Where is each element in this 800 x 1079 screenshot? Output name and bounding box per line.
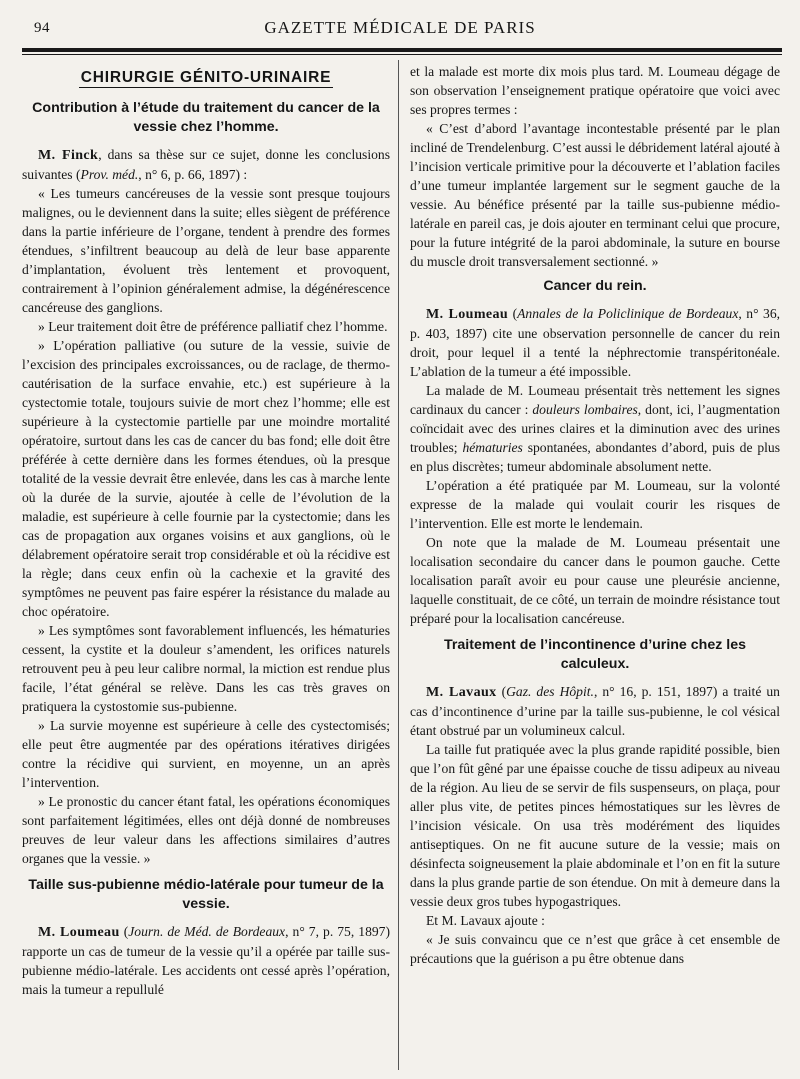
paragraph: La malade de M. Loumeau présentait très nettement les signes cardinaux du cancer : douleurs lombaires, dont, ici, l’augmentation coïncidait avec des urines claires et la diminution avec des urines troubles; hématuries spontanées, abondantes d’abord, puis de plus en plus discrètes; tumeur abdominale absolument nette. (410, 383, 780, 474)
article-title: Cancer du rein. (543, 278, 647, 294)
header-rule-thin (22, 54, 782, 55)
author-name: M. Lavaux (426, 685, 497, 700)
paragraph: et la malade est morte dix mois plus tard. M. Loumeau dégage de son observation l’enseignement pratique opératoire que voici avec ses propres termes : (410, 64, 780, 117)
journal-title: GAZETTE MÉDICALE DE PARIS (264, 18, 536, 37)
author-name: M. Loumeau (38, 925, 120, 940)
paragraph: » L’opération palliative (ou suture de la vessie, suivie de l’excision des principales excroissances, ou de raclage, de thermo-cautérisation de la surface envahie, etc.) est supérieure à la cystectomie totale, toujours suivie de mort chez l’homme; elle est supérieure à la cystectomie partielle par une moindre mortalité opératoire, surtout dans les cas de cancer du bas fond; elle doit être préférée à cette dernière dans les formes étendues, où la presque totalité de la vessie devrait être enlevée, dans les cas à marche lente où la durée de la survie, ajoutée à celle de l’évolution de la maladie, est supérieure à celle fournie par la cystectomie; dans les cas de propagation aux organes voisins et aux ganglions, où le délabrement opératoire serait trop considérable et où la récidive est la règle; dans ceux enfin où la cachexie et la gravité des symptômes ne peuvent pas faire espérer la résistance du malade au choc opératoire. (22, 338, 390, 619)
article-title: Contribution à l’étude du traitement du cancer de la vessie chez l’homme. (32, 100, 380, 135)
paragraph: » Leur traitement doit être de préférence palliatif chez l’homme. (38, 319, 388, 334)
author-name: M. Loumeau (426, 307, 509, 322)
citation-source: Prov. méd. (80, 167, 139, 182)
paragraph: L’opération a été pratiquée par M. Loumeau, sur la volonté expresse de la malade qui voulait courir les risques de l’intervention. Elle est morte le lendemain. (410, 478, 780, 531)
citation-source: Journ. de Méd. de Bordeaux (128, 924, 286, 939)
paragraph: M. Lavaux (Gaz. des Hôpit., n° 16, p. 151, 1897) a traité un cas d’incontinence d’urine par la taille sus-pubienne, le col vésical étant obstrué par un volumineux calcul. (410, 684, 780, 738)
quote-paragraph: « C’est d’abord l’avantage incontestable présenté par le plan incliné de Trendelenburg. C’est aussi le débridement latéral ajouté à l’incision verticale primitive pour la découverte et l’ablation faciles d’une tumeur implantée largement sur le segment gauche de la vessie. Au bénéfice présenté par la taille sus-pubienne médio-latérale en pareil cas, je dois ajouter en terminant celui que procure, pour la future intégrité de la paroi abdominale, la suture en bourse du muscle droit transversalement sectionné. » (410, 121, 780, 269)
article-title: Taille sus-pubienne médio-latérale pour tumeur de la vessie. (28, 877, 384, 912)
author-name: M. Finck (38, 148, 99, 163)
paragraph: On note que la malade de M. Loumeau présentait une localisation secondaire du cancer dans le poumon gauche. Cette localisation paraît avoir eu pour cause une pleurésie ancienne, laquelle constituait, de ce côté, un terrain de moindre résistance tout préparé pour la localisation cancéreuse. (410, 535, 780, 626)
paragraph: M. Loumeau (Annales de la Policlinique de Bordeaux, n° 36, p. 403, 1897) cite une observation personnelle de cancer du rein droit, pour lequel il a tenté la néphrectomie transpéritonéale. L’ablation de la tumeur a été impossible. (410, 306, 781, 379)
right-column (410, 62, 780, 968)
header-rule (22, 48, 782, 52)
paragraph: » La survie moyenne est supérieure à celle des cystectomisés; elle peut être augmentée par des opérations itératives dirigées contre la récidive qui survient, en moyenne, un an après l’intervention. (22, 718, 390, 790)
quote-paragraph: « Je suis convaincu que ce n’est que grâce à cet ensemble de précautions que la guérison a pu être obtenue dans (410, 932, 780, 966)
citation-source: Gaz. des Hôpit. (506, 684, 594, 699)
citation-source: Annales de la Policlinique de Bordeaux (517, 306, 739, 321)
article-title: Traitement de l’incontinence d’urine chez les calculeux. (444, 637, 746, 672)
paragraph: M. Loumeau (Journ. de Méd. de Bordeaux, n° 7, p. 75, 1897) rapporte un cas de tumeur de la vessie qu’il a opérée par taille sus-pubienne médio-latérale. Les accidents ont cessé après l’opération, mais la tumeur a repullulé (22, 924, 391, 997)
article-intro: M. Finck, dans sa thèse sur ce sujet, donne les conclusions suivantes (Prov. méd., n° 6, p. 66, 1897) : (22, 147, 390, 182)
paragraph: » Les symptômes sont favorablement influencés, les hématuries cessent, la cystite et la douleur s’amendent, les orifices naturels retrouvent peu à peu leur calibre normal, la miction est rendue plus facile, l’état général se relève. Dans les cas très graves on pratiquera la cystostomie sus-pubienne. (22, 623, 390, 714)
paragraph: Et M. Lavaux ajoute : (426, 913, 545, 928)
paragraph: « Les tumeurs cancéreuses de la vessie sont presque toujours malignes, ou le deviennent dans la suite; elles siègent de préférence dans la partie inférieure de l’organe, tendent à prendre des formes étendues, s’infiltrent beaucoup au delà de leur base apparente d’implantation, évoluent très lentement et provoquent, contrairement à l’opinion généralement admise, la dégénérescence cancéreuse des ganglions. (22, 186, 390, 315)
paragraph: La taille fut pratiquée avec la plus grande rapidité possible, bien que l’on fût gêné par une épaisse couche de tissu adipeux au niveau de la région. Au lieu de se servir de fils suspenseurs, on plaça, pour aller plus vite, de petites pinces hémostatiques sur les lèvres de l’incision vésicale. On usa très modérément des liquides antiseptiques. On ne fit aucune suture de la vessie; mais on désinfecta soigneusement la plaie abdominale et l’on en fit la suture dans la plus grande partie de son étendue. On mit à demeure dans la vessie deux gros tubes hypogastriques. (410, 742, 780, 909)
page-number: 94 (34, 20, 50, 36)
left-column (22, 62, 390, 999)
section-rubric: CHIRURGIE GÉNITO-URINAIRE (80, 69, 332, 86)
column-divider (398, 60, 399, 1070)
paragraph: » Le pronostic du cancer étant fatal, les opérations économiques sont parfaitement légitimées, elles ont déjà donné de nombreuses preuves de leur valeur dans les affections similaires d’autres organes que la vessie. » (22, 794, 390, 866)
page-header (0, 0, 800, 38)
